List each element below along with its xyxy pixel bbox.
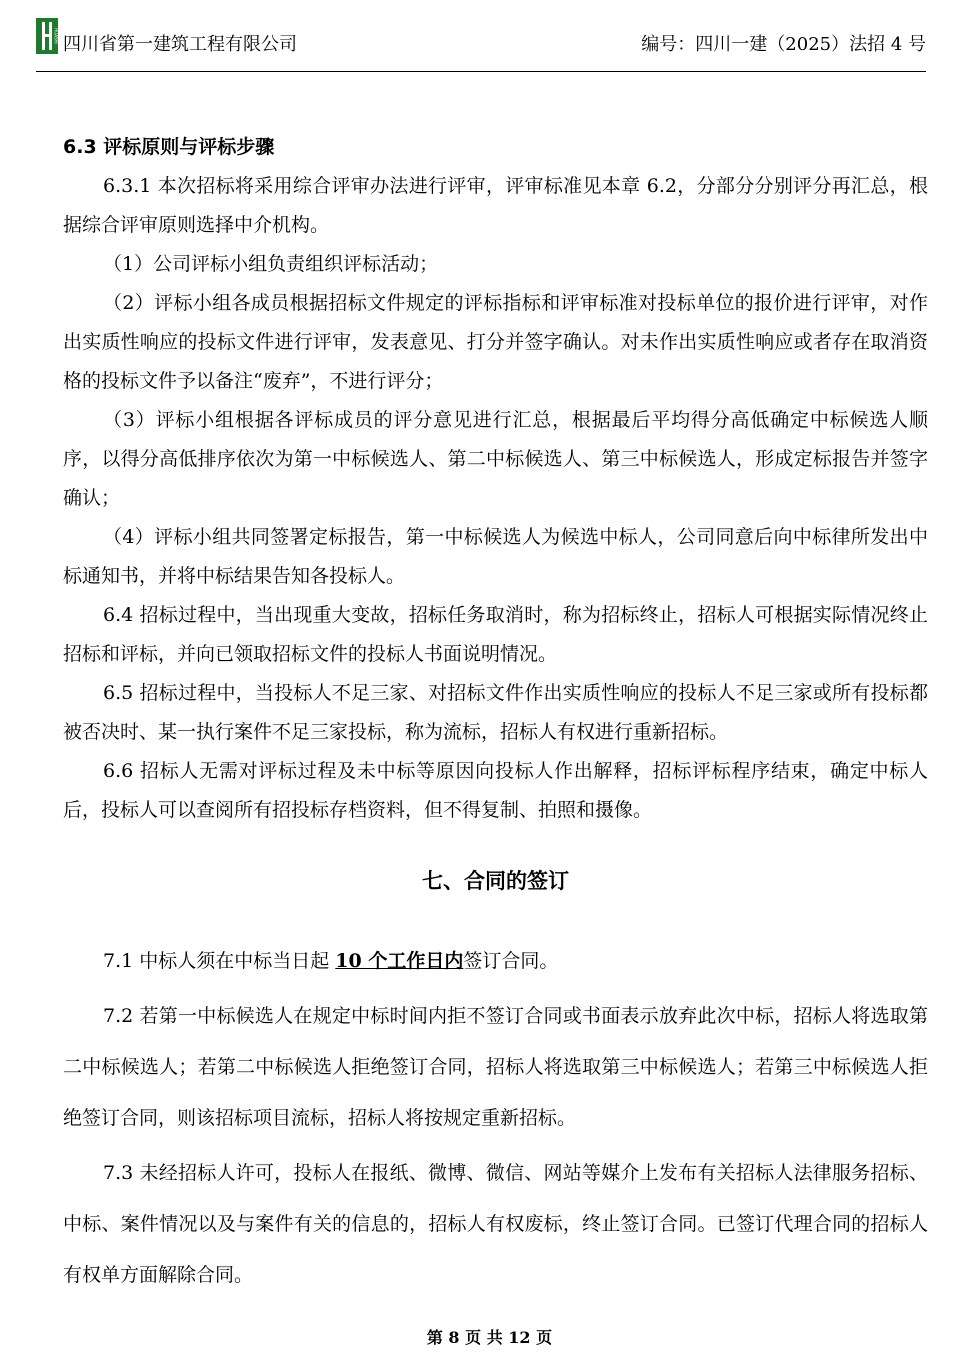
company-logo-icon	[36, 18, 58, 54]
header-divider	[36, 71, 926, 72]
logo-text: HUASHI	[53, 28, 58, 44]
paragraph-6-6: 6.6 招标人无需对评标过程及未中标等原因向投标人作出解释，招标评标程序结束，确定中标人后，投标人可以查阅所有招投标存档资料，但不得复制、拍照和摄像。	[63, 760, 928, 821]
page-body	[63, 128, 928, 1301]
p71-text-before: 7.1 中标人须在中标当日起	[103, 950, 336, 972]
list-item-4: （4）评标小组共同签署定标报告，第一中标候选人为候选中标人，公司同意后向中标律所发出中标通知书，并将中标结果告知各投标人。	[63, 526, 928, 587]
deadline-underlined: 10 个工作日内	[335, 950, 464, 972]
page-header	[36, 16, 926, 74]
list-item-2: （2）评标小组各成员根据招标文件规定的评标指标和评审标准对投标单位的报价进行评审，对作出实质性响应的投标文件进行评审，发表意见、打分并签字确认。对未作出实质性响应或者存在取消资格的投标文件予以备注“废弃”，不进行评分；	[63, 292, 928, 392]
page-number: 第 8 页 共 12 页	[426, 1328, 553, 1347]
section-6-3-title: 6.3 评标原则与评标步骤	[63, 136, 275, 158]
paragraph-7-3: 7.3 未经招标人许可，投标人在报纸、微博、微信、网站等媒介上发布有关招标人法律服务招标、中标、案件情况以及与案件有关的信息的，招标人有权废标，终止签订合同。已签订代理合同的招标人有权单方面解除合同。	[63, 1162, 928, 1286]
paragraph-7-2: 7.2 若第一中标候选人在规定中标时间内拒不签订合同或书面表示放弃此次中标，招标人将选取第二中标候选人；若第二中标候选人拒绝签订合同，招标人将选取第三中标候选人；若第三中标候选人拒绝签订合同，则该招标项目流标，招标人将按规定重新招标。	[63, 1005, 928, 1129]
paragraph-6-5: 6.5 招标过程中，当投标人不足三家、对招标文件作出实质性响应的投标人不足三家或所有投标都被否决时、某一执行案件不足三家投标，称为流标，招标人有权进行重新招标。	[63, 682, 928, 743]
paragraph-6-3-1: 6.3.1 本次招标将采用综合评审办法进行评审，评审标准见本章 6.2，分部分分别评分再汇总，根据综合评审原则选择中介机构。	[63, 175, 928, 236]
paragraph-6-4: 6.4 招标过程中，当出现重大变故，招标任务取消时，称为招标终止，招标人可根据实际情况终止招标和评标，并向已领取招标文件的投标人书面说明情况。	[63, 604, 928, 665]
company-name: 四川省第一建筑工程有限公司	[63, 34, 297, 55]
document-number: 编号：四川一建（2025）法招 4 号	[641, 34, 926, 55]
p71-text-after: 签订合同。	[463, 950, 559, 972]
chapter-7-title: 七、合同的签订	[422, 869, 569, 893]
list-item-1: （1）公司评标小组负责组织评标活动；	[103, 253, 439, 275]
paragraph-7-1	[63, 936, 928, 987]
list-item-3: （3）评标小组根据各评标成员的评分意见进行汇总，根据最后平均得分高低确定中标候选人顺序，以得分高低排序依次为第一中标候选人、第二中标候选人、第三中标候选人，形成定标报告并签字确认；	[63, 409, 928, 509]
